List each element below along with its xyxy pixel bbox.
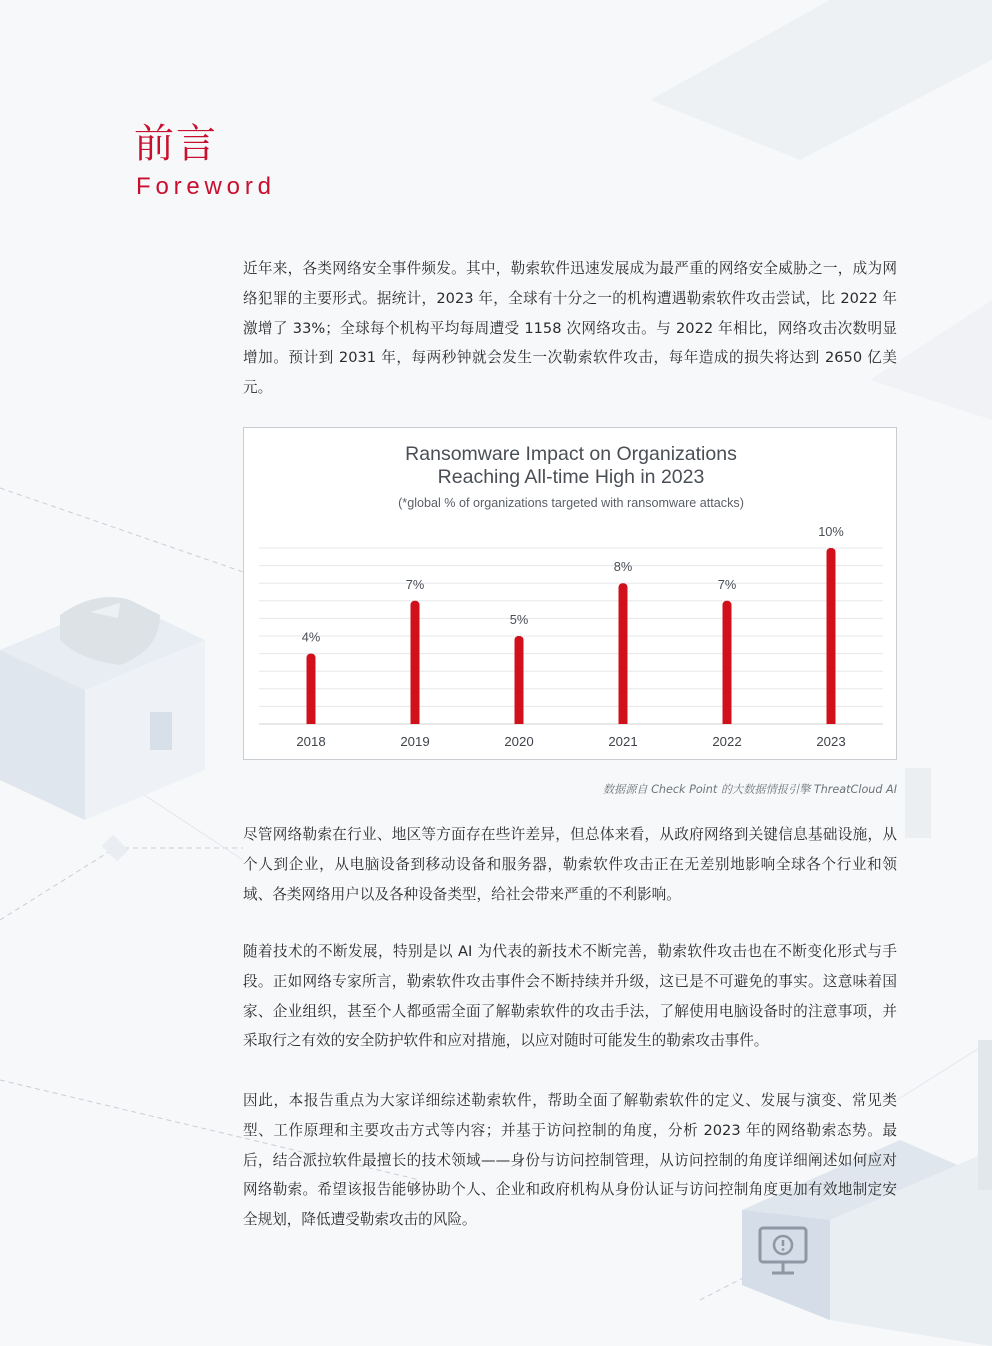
chart-title-line1: Ransomware Impact on Organizations <box>405 443 737 465</box>
chart-bar-base <box>411 719 420 724</box>
chart-bar <box>619 583 628 724</box>
chart-bar <box>515 636 524 724</box>
chart-bar <box>827 548 836 724</box>
chart-x-tick-label: 2019 <box>400 734 430 749</box>
chart-x-tick-label: 2022 <box>712 734 742 749</box>
chart-bar-base <box>619 719 628 724</box>
chart-x-tick-label: 2018 <box>296 734 326 749</box>
chart-bar-base <box>723 719 732 724</box>
chart-bar-base <box>515 719 524 724</box>
paragraph-report-scope: 因此，本报告重点为大家详细综述勒索软件，帮助全面了解勒索软件的定义、发展与演变、常见类型、工作原理和主要攻击方式等内容；并基于访问控制的角度，分析 2023 年的网络勒索态势。最后，结合派拉软件最擅长的技术领域——身份与访问控制管理，从访问控制的角度详细阐述如何应对网络勒索。希望该报告能够协助个人、企业和政府机构从身份认证与访问控制角度更加有效地制定安全规划，降低遭受勒索攻击的风险。 <box>243 1092 897 1229</box>
chart-data-label: 10% <box>818 524 844 539</box>
chart-bar <box>307 654 316 724</box>
chart-data-label: 5% <box>509 612 529 627</box>
page-title: 前言 <box>134 121 218 167</box>
paragraph-intro: 近年来，各类网络安全事件频发。其中，勒索软件迅速发展成为最严重的网络安全威胁之一，成为网络犯罪的主要形式。据统计，2023 年，全球有十分之一的机构遭遇勒索软件攻击尝试，比 2022 年激增了 33%；全球每个机构平均每周遭受 1158 次网络攻击。与 2022 年相比，网络攻击次数明显增加。预计到 2031 年，每两秒钟就会发生一次勒索软件攻击，每年造成的损失将达到 2650 亿美元。 <box>243 260 897 397</box>
chart-data-label: 8% <box>613 559 633 575</box>
chart-x-tick-label: 2020 <box>504 734 534 749</box>
chart-bar <box>411 601 420 724</box>
chart-bar-base <box>827 719 836 724</box>
page-subtitle: Foreword <box>136 173 276 200</box>
chart-subtitle: (*global % of organizations targeted with ransomware attacks) <box>398 496 744 510</box>
bar-chart <box>243 427 897 760</box>
chart-x-tick-label: 2021 <box>608 734 638 749</box>
chart-data-label: 7% <box>717 576 737 592</box>
chart-data-label: 4% <box>301 629 321 645</box>
chart-bar <box>723 601 732 724</box>
chart-data-label: 7% <box>405 576 425 592</box>
chart-title-line2: Reaching All-time High in 2023 <box>437 466 705 488</box>
chart-x-tick-label: 2023 <box>816 734 846 749</box>
chart-bar-base <box>307 719 316 724</box>
source-note: 数据源自 Check Point 的大数据情报引擎 ThreatCloud AI <box>602 783 897 796</box>
paragraph-trend: 随着技术的不断发展，特别是以 AI 为代表的新技术不断完善，勒索软件攻击也在不断变化形式与手段。正如网络专家所言，勒索软件攻击事件会不断持续并升级，这已是不可避免的事实。这意味着国家、企业组织，甚至个人都亟需全面了解勒索软件的攻击手法，了解使用电脑设备时的注意事项，并采取行之有效的安全防护软件和应对措施，以应对随时可能发生的勒索攻击事件。 <box>243 943 897 1050</box>
paragraph-impact: 尽管网络勒索在行业、地区等方面存在些许差异，但总体来看，从政府网络到关键信息基础设施，从个人到企业，从电脑设备到移动设备和服务器，勒索软件攻击正在无差别地影响全球各个行业和领域、各类网络用户以及各种设备类型，给社会带来严重的不利影响。 <box>243 826 897 903</box>
bar-chart-svg <box>244 428 898 761</box>
